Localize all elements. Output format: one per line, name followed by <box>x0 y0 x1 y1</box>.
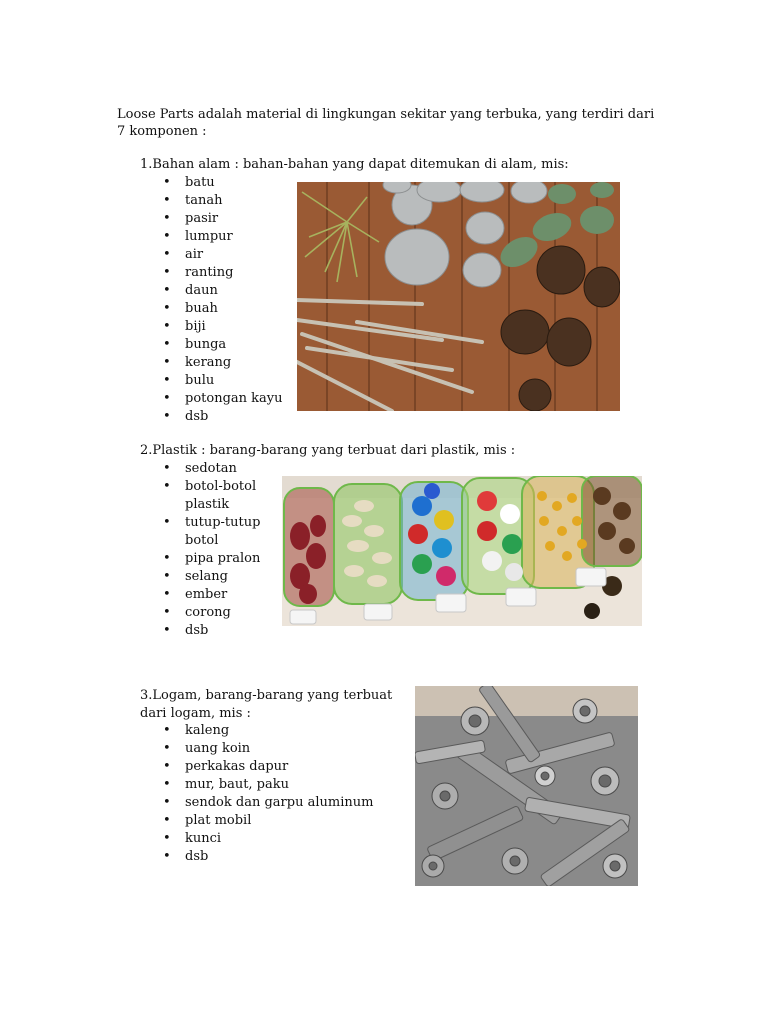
bullet-icon: • <box>163 265 171 280</box>
bullet-icon: • <box>163 461 171 476</box>
list-item: • buah <box>163 301 218 316</box>
photo-metal-bolts <box>415 686 638 886</box>
list-item: • sendok dan garpu aluminum <box>163 795 374 810</box>
bullet-icon: • <box>163 355 171 370</box>
list-item: • batu <box>163 175 215 190</box>
bullet-icon: • <box>163 391 171 406</box>
list-item: • bunga <box>163 337 227 352</box>
list-item: • botol-botol plastik <box>163 479 257 512</box>
list-item: • sedotan <box>163 461 237 476</box>
bullet-icon: • <box>163 831 171 846</box>
list-item: • pipa pralon <box>163 551 261 566</box>
bullet-icon: • <box>163 759 171 774</box>
list-item: • kunci <box>163 831 222 846</box>
bullet-icon: • <box>163 319 171 334</box>
section-title-logam: 3.Logam, barang-barang yang terbuat dari logam, mis : <box>140 688 393 721</box>
list-item: • kaleng <box>163 723 230 738</box>
bullet-icon: • <box>163 283 171 298</box>
bullet-icon: • <box>163 193 171 208</box>
section-title-plastik: 2.Plastik : barang-barang yang terbuat dari plastik, mis : <box>140 443 516 458</box>
list-item: • kerang <box>163 355 232 370</box>
list-item: • tanah <box>163 193 223 208</box>
bullet-icon: • <box>163 175 171 190</box>
bullet-icon: • <box>163 813 171 828</box>
bullet-icon: • <box>163 551 171 566</box>
list-logam <box>163 722 403 866</box>
section-title-bahan-alam: 1.Bahan alam : bahan-bahan yang dapat ditemukan di alam, mis: <box>140 157 569 172</box>
list-item: • selang <box>163 569 228 584</box>
list-item: • dsb <box>163 849 209 864</box>
list-item: • potongan kayu <box>163 391 283 406</box>
bullet-icon: • <box>163 623 171 638</box>
list-item: • lumpur <box>163 229 233 244</box>
list-item: • tutup-tutup botol <box>163 515 261 548</box>
bullet-icon: • <box>163 211 171 226</box>
list-item: • dsb <box>163 623 209 638</box>
intro-paragraph: Loose Parts adalah material di lingkungan sekitar yang terbuka, yang terdiri dari 7 komponen : <box>117 107 655 139</box>
list-item: • mur, baut, paku <box>163 777 290 792</box>
list-item: • daun <box>163 283 218 298</box>
bullet-icon: • <box>163 849 171 864</box>
bullet-icon: • <box>163 479 171 494</box>
bullet-icon: • <box>163 247 171 262</box>
list-item: • plat mobil <box>163 813 252 828</box>
bullet-icon: • <box>163 723 171 738</box>
bullet-icon: • <box>163 229 171 244</box>
bullet-icon: • <box>163 515 171 530</box>
list-item: • bulu <box>163 373 215 388</box>
bullet-icon: • <box>163 337 171 352</box>
list-item: • ember <box>163 587 228 602</box>
bullet-icon: • <box>163 795 171 810</box>
bullet-icon: • <box>163 569 171 584</box>
list-plastik <box>163 460 273 640</box>
list-item: • biji <box>163 319 206 334</box>
bullet-icon: • <box>163 301 171 316</box>
bullet-icon: • <box>163 409 171 424</box>
bullet-icon: • <box>163 777 171 792</box>
photo-plastic-bottles <box>282 476 642 626</box>
bullet-icon: • <box>163 587 171 602</box>
list-item: • dsb <box>163 409 209 424</box>
bullet-icon: • <box>163 373 171 388</box>
list-bahan-alam <box>163 174 293 426</box>
list-item: • air <box>163 247 204 262</box>
bullet-icon: • <box>163 741 171 756</box>
list-item: • corong <box>163 605 231 620</box>
photo-natural-materials <box>297 182 620 411</box>
list-item: • ranting <box>163 265 234 280</box>
bullet-icon: • <box>163 605 171 620</box>
list-item: • pasir <box>163 211 219 226</box>
list-item: • perkakas dapur <box>163 759 289 774</box>
list-item: • uang koin <box>163 741 251 756</box>
